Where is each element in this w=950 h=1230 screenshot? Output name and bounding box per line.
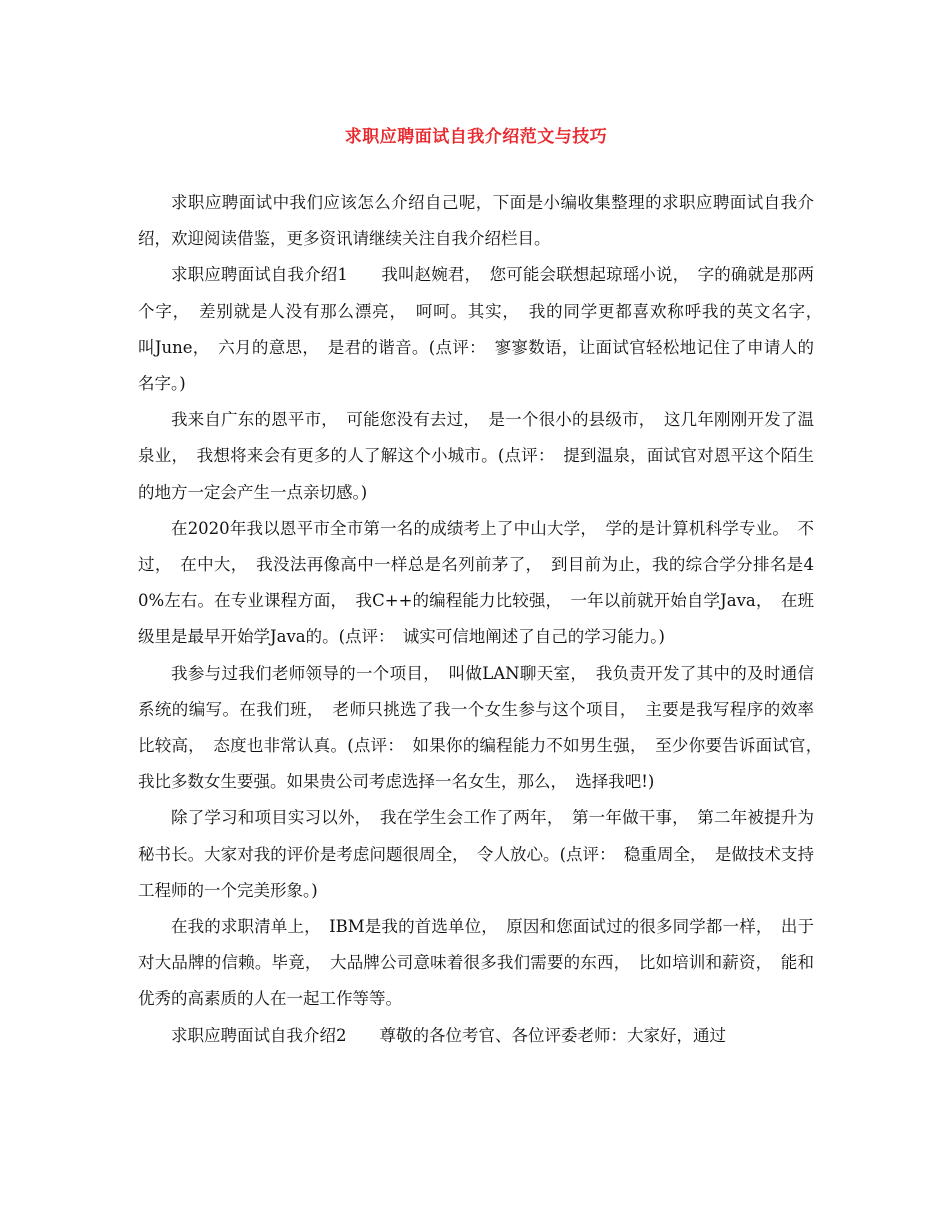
paragraph-student-union: 除了学习和项目实习以外， 我在学生会工作了两年， 第一年做干事， 第二年被提升为秘书长。大家对我的评价是考虑问题很周全， 令人放心。(点评： 稳重周全， 是做技术支持工程师的一个完美形象。): [138, 808, 814, 900]
paragraph-intro-2-start: 求职应聘面试自我介绍2 尊敬的各位考官、各位评委老师：大家好，通过: [171, 1025, 726, 1045]
paragraph-project: 我参与过我们老师领导的一个项目， 叫做LAN聊天室， 我负责开发了其中的及时通信系统的编写。在我们班， 老师只挑选了我一个女生参与这个项目， 主要是我写程序的效率比较高， 态度也非常认真。(点评： 如果你的编程能力不如男生强， 至少你要告诉面试官， 我比多数女生要强。如果贵公司考虑选择一名女生，那么， 选择我吧!): [138, 663, 831, 792]
paragraph-job-preference: 在我的求职清单上， IBM是我的首选单位， 原因和您面试过的很多同学都一样， 出于对大品牌的信赖。毕竟， 大品牌公司意味着很多我们需要的东西， 比如培训和薪资， 能和优秀的高素质的人在一起工作等等。: [138, 917, 814, 1009]
paragraph-intro-1-name: 求职应聘面试自我介绍1 我叫赵婉君， 您可能会联想起琼瑶小说， 字的确就是那两个字， 差别就是人没有那么漂亮， 呵呵。其实， 我的同学更都喜欢称呼我的英文名字， 叫June， 六月的意思， 是君的谐音。(点评： 寥寥数语，让面试官轻松地记住了申请人的名字。): [138, 265, 831, 394]
document-body: [138, 185, 831, 1054]
document-title: 求职应聘面试自我介绍范文与技巧: [344, 127, 608, 147]
paragraph-education: 在2020年我以恩平市全市第一名的成绩考上了中山大学， 学的是计算机科学专业。 不过， 在中大， 我没法再像高中一样总是名列前茅了， 到目前为止，我的综合学分排名是40%左右。在专业课程方面， 我C++的编程能力比较强， 一年以前就开始自学Java， 在班级里是最早开始学Java的。(点评： 诚实可信地阐述了自己的学习能力。): [138, 518, 814, 647]
paragraph-intro: 求职应聘面试中我们应该怎么介绍自己呢，下面是小编收集整理的求职应聘面试自我介绍，欢迎阅读借鉴，更多资讯请继续关注自我介绍栏目。: [138, 193, 814, 249]
paragraph-hometown: 我来自广东的恩平市， 可能您没有去过， 是一个很小的县级市， 这几年刚刚开发了温泉业， 我想将来会有更多的人了解这个小城市。(点评： 提到温泉，面试官对恩平这个陌生的地方一定会产生一点亲切感。): [138, 410, 814, 502]
